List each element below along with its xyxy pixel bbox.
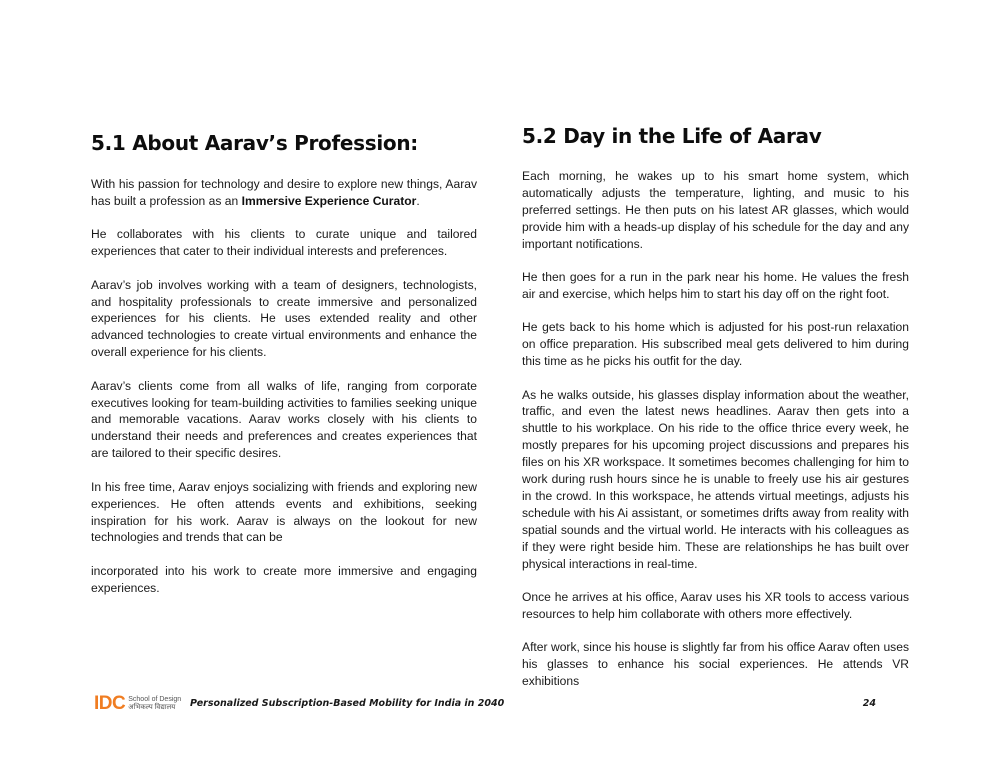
paragraph: incorporated into his work to create more immersive and engaging experiences. xyxy=(91,563,477,595)
paragraph: He gets back to his home which is adjusted for his post-run relaxation on office preparation. His subscribed meal gets delivered to him during this time as he picks his outfit for the day. xyxy=(522,320,909,369)
profession-body xyxy=(91,176,477,613)
job-title-emphasis: Immersive Experience Curator xyxy=(241,193,417,208)
paragraph: In his free time, Aarav enjoys socializing with friends and exploring new experiences. He often attends events and exhibitions, seeking inspiration for his work. Aarav is always on the lookout for new technologies and trends that can be xyxy=(91,479,477,545)
paragraph: Aarav’s job involves working with a team of designers, technologists, and hospitality professionals to create immersive and personalized experiences for his clients. He uses extended reality and other advanced technologies to create virtual environments and enhance the overall experience for his clients. xyxy=(91,277,477,360)
paragraph-text: With his passion for technology and desire to explore new things, Aarav has built a profession as an xyxy=(91,177,477,208)
paragraph: Once he arrives at his office, Aarav uses his XR tools to access various resources to help him collaborate with others more effectively. xyxy=(522,590,909,621)
paragraph: As he walks outside, his glasses display information about the weather, traffic, and even the latest news headlines. Aarav then gets into a shuttle to his workplace. On his ride to the office thrice every week, he mostly prepares for his upcoming project discussions and prepares his files on his XR workspace. It sometimes becomes challenging for him to work during rush hours since he is unable to freely use his air gestures in the crowd. In this workspace, he attends virtual meetings, adjusts his schedule with his Ai assistant, or sometimes drifts away from reality with spatial sounds and the virtual world. He interacts with his colleagues as if they were right beside him. These are relationships he has built over physical interactions in real-time. xyxy=(522,387,909,571)
idc-logo xyxy=(94,694,181,714)
day-in-life-body xyxy=(522,168,909,707)
document-title: Personalized Subscription-Based Mobility for India in 2040 xyxy=(190,698,505,709)
paragraph: He collaborates with his clients to curate unique and tailored experiences that cater to their individual interests and preferences. xyxy=(91,227,477,259)
idc-logo-subtitle xyxy=(128,696,181,712)
section-heading-profession: 5.1 About Aarav’s Profession: xyxy=(91,131,418,155)
page-number: 24 xyxy=(862,698,876,709)
paragraph: After work, since his house is slightly far from his office Aarav often uses his glasses to enhance his social experiences. He attends VR exhibitions xyxy=(522,640,909,689)
section-heading-day-in-life: 5.2 Day in the Life of Aarav xyxy=(522,124,822,148)
paragraph: Aarav’s clients come from all walks of life, ranging from corporate executives looking for team-building activities to families seeking unique and memorable vacations. Aarav works closely with his clients to understand their needs and preferences and creates experiences that are tailored to their specific desires. xyxy=(91,378,477,461)
logo-subtitle-hindi: अभिकल्प विद्यालय xyxy=(128,704,176,711)
paragraph-text: . xyxy=(416,193,420,208)
idc-logo-mark: IDC xyxy=(94,693,126,714)
logo-subtitle-english: School of Design xyxy=(128,696,182,703)
paragraph xyxy=(91,176,477,210)
paragraph: He then goes for a run in the park near his home. He values the fresh air and exercise, which helps him to start his day off on the right foot. xyxy=(522,270,909,301)
paragraph: Each morning, he wakes up to his smart home system, which automatically adjusts the temperature, lighting, and music to his preferred settings. He then puts on his latest AR glasses, which would provide him with a heads-up display of his schedule for the day and any important notifications. xyxy=(522,169,909,251)
page-footer xyxy=(94,694,884,716)
